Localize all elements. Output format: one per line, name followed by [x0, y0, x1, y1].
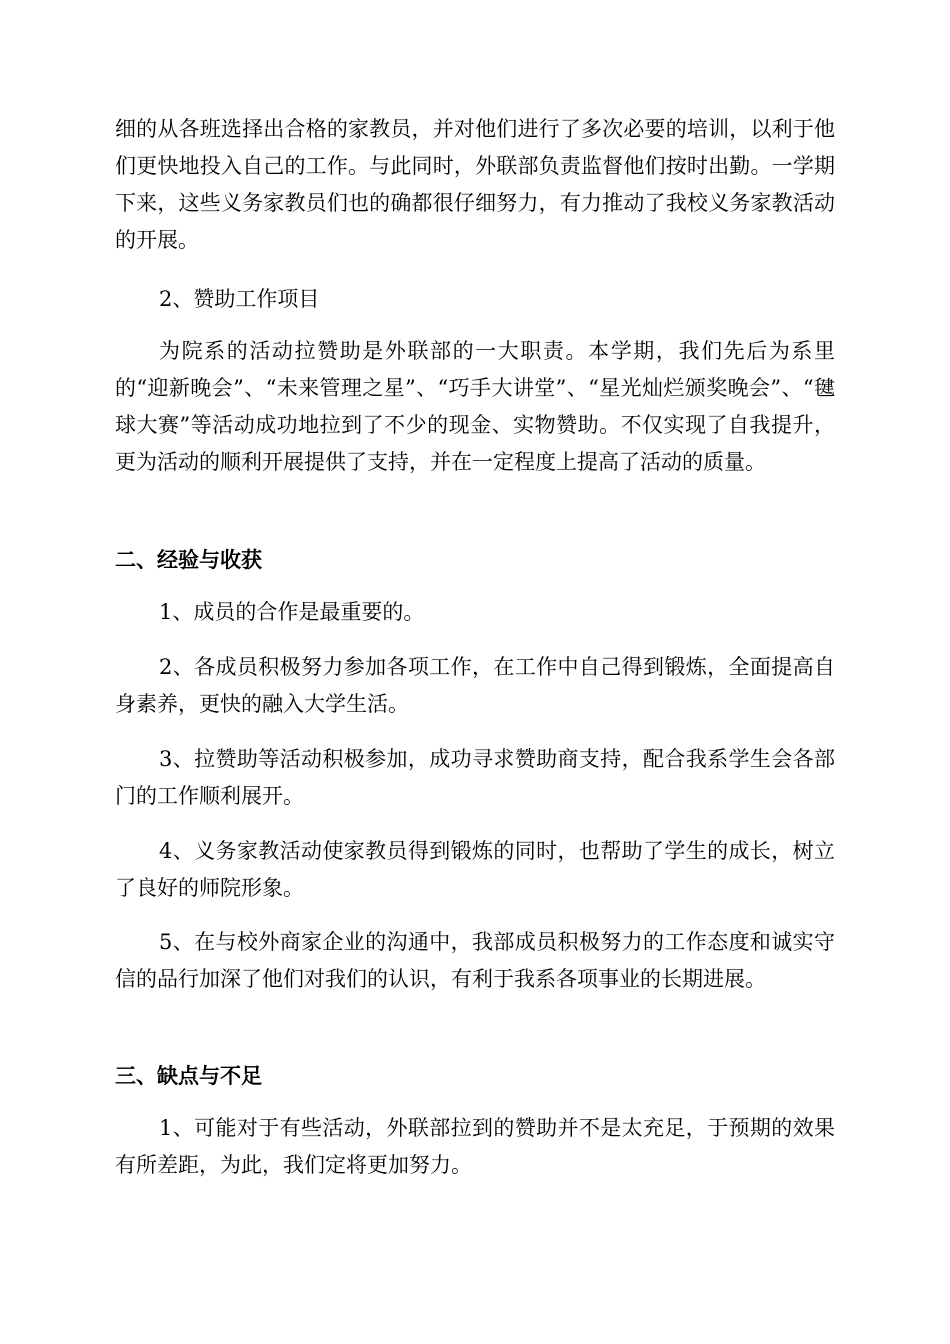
subheading-sponsorship-projects: 2、赞助工作项目: [159, 287, 320, 311]
paragraph-item-4: 4、义务家教活动使家教员得到锻炼的同时，也帮助了学生的成长，树立了良好的师院形象。: [115, 839, 835, 900]
paragraph-item-1: 1、成员的合作是最重要的。: [159, 600, 425, 624]
paragraph-sponsorship: 为院系的活动拉赞助是外联部的一大职责。本学期，我们先后为系里的“迎新晚会”、“未来管理之星”、“巧手大讲堂”、“星光灿烂颁奖晚会”、“毽球大赛”等活动成功地拉到了不少的现金、实物赞助。不仅实现了自我提升，更为活动的顺利开展提供了支持，并在一定程度上提高了活动的质量。: [115, 339, 835, 474]
section-heading-experience: 二、经验与收获: [115, 547, 262, 572]
section-heading-shortcomings: 三、缺点与不足: [115, 1063, 262, 1088]
paragraph-shortcoming-1: 1、可能对于有些活动，外联部拉到的赞助并不是太充足，于预期的效果有所差距，为此，我们定将更加努力。: [115, 1116, 835, 1177]
paragraph-item-2: 2、各成员积极努力参加各项工作，在工作中自己得到锻炼，全面提高自身素养，更快的融入大学生活。: [115, 655, 835, 716]
paragraph-item-5: 5、在与校外商家企业的沟通中，我部成员积极努力的工作态度和诚实守信的品行加深了他们对我们的认识，有利于我系各项事业的长期进展。: [115, 930, 835, 991]
paragraph-volunteer-tutoring-continued: 细的从各班选择出合格的家教员，并对他们进行了多次必要的培训，以利于他们更快地投入自己的工作。与此同时，外联部负责监督他们按时出勤。一学期下来，这些义务家教员们也的确都很仔细努力，有力推动了我校义务家教活动的开展。: [115, 117, 835, 252]
paragraph-item-3: 3、拉赞助等活动积极参加，成功寻求赞助商支持，配合我系学生会各部门的工作顺利展开。: [115, 747, 835, 808]
